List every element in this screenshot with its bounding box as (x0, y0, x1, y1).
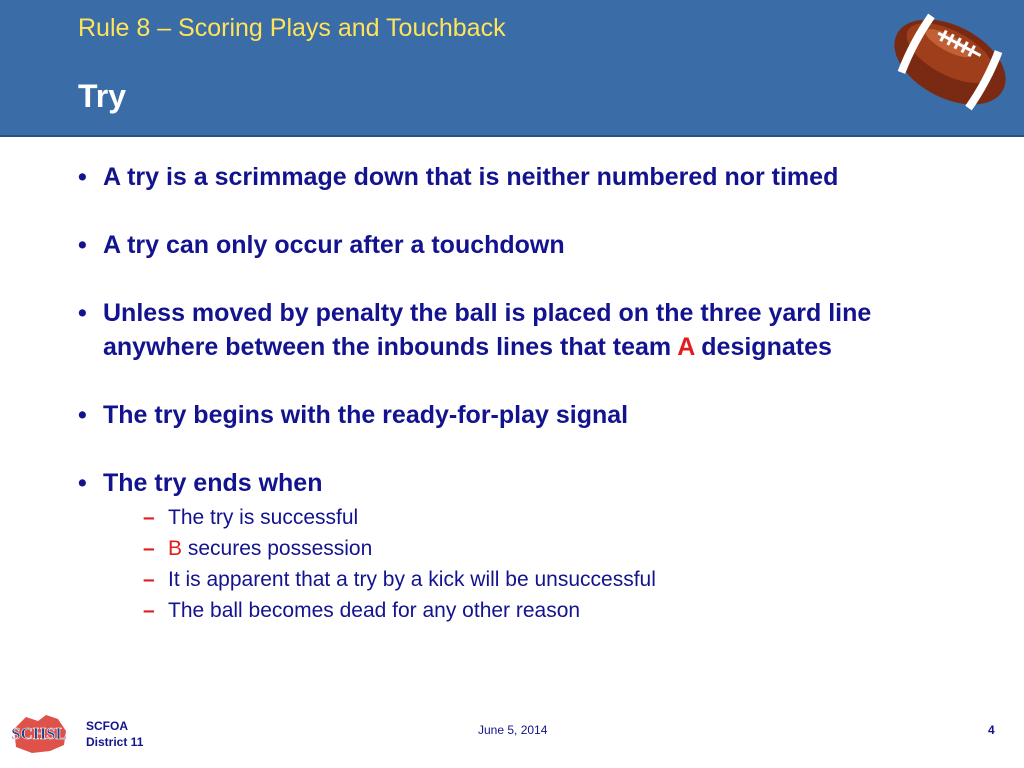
sub-item (103, 595, 976, 626)
sub-text: The try is successful (168, 506, 359, 529)
bullet-text: A try can only occur after a touchdown (103, 231, 565, 259)
sub-text: The ball becomes dead for any other reason (168, 599, 581, 622)
bullet-text: The try begins with the ready-for-play signal (103, 401, 629, 429)
footer-date: June 5, 2014 (478, 723, 548, 737)
footer-org-line2: District 11 (86, 735, 144, 749)
bullet-item (76, 466, 976, 626)
sub-item (103, 564, 976, 595)
sub-text: It is apparent that a try by a kick will be unsuccessful (168, 568, 656, 591)
sub-text: secures possession (182, 537, 373, 560)
bullet-dot: • (78, 163, 87, 191)
slide-body (76, 160, 976, 626)
slide-subject: Rule 8 – Scoring Plays and Touchback (78, 14, 506, 42)
bullet-dot: • (78, 469, 87, 497)
bullet-item (76, 160, 976, 194)
bullet-item (76, 228, 976, 262)
bullet-item (76, 398, 976, 432)
page-number: 4 (988, 723, 995, 737)
sub-list (103, 502, 976, 626)
bullet-text: Unless moved by penalty the ball is placed on the three yard line anywhere between the inbounds lines that team (103, 299, 872, 361)
team-a-highlight: A (677, 333, 695, 361)
bullet-text-end: designates (694, 333, 832, 361)
dash-icon: – (143, 599, 155, 622)
dash-icon: – (143, 568, 155, 591)
sub-item (103, 533, 976, 564)
schsl-logo-icon (6, 707, 72, 755)
football-icon (882, 12, 1018, 112)
sub-item (103, 502, 976, 533)
footer-organization (86, 718, 143, 750)
dash-icon: – (143, 537, 155, 560)
slide-title: Try (78, 78, 127, 114)
logo-text: SCHSL (11, 724, 67, 743)
bullet-item (76, 296, 976, 364)
bullet-text: The try ends when (103, 469, 323, 497)
slide-header (0, 0, 1024, 137)
dash-icon: – (143, 506, 155, 529)
footer-org-line1: SCFOA (86, 719, 128, 733)
bullet-text: A try is a scrimmage down that is neither numbered nor timed (103, 163, 839, 191)
team-b-highlight: B (168, 537, 183, 560)
bullet-dot: • (78, 401, 87, 429)
bullet-dot: • (78, 299, 87, 327)
bullet-dot: • (78, 231, 87, 259)
